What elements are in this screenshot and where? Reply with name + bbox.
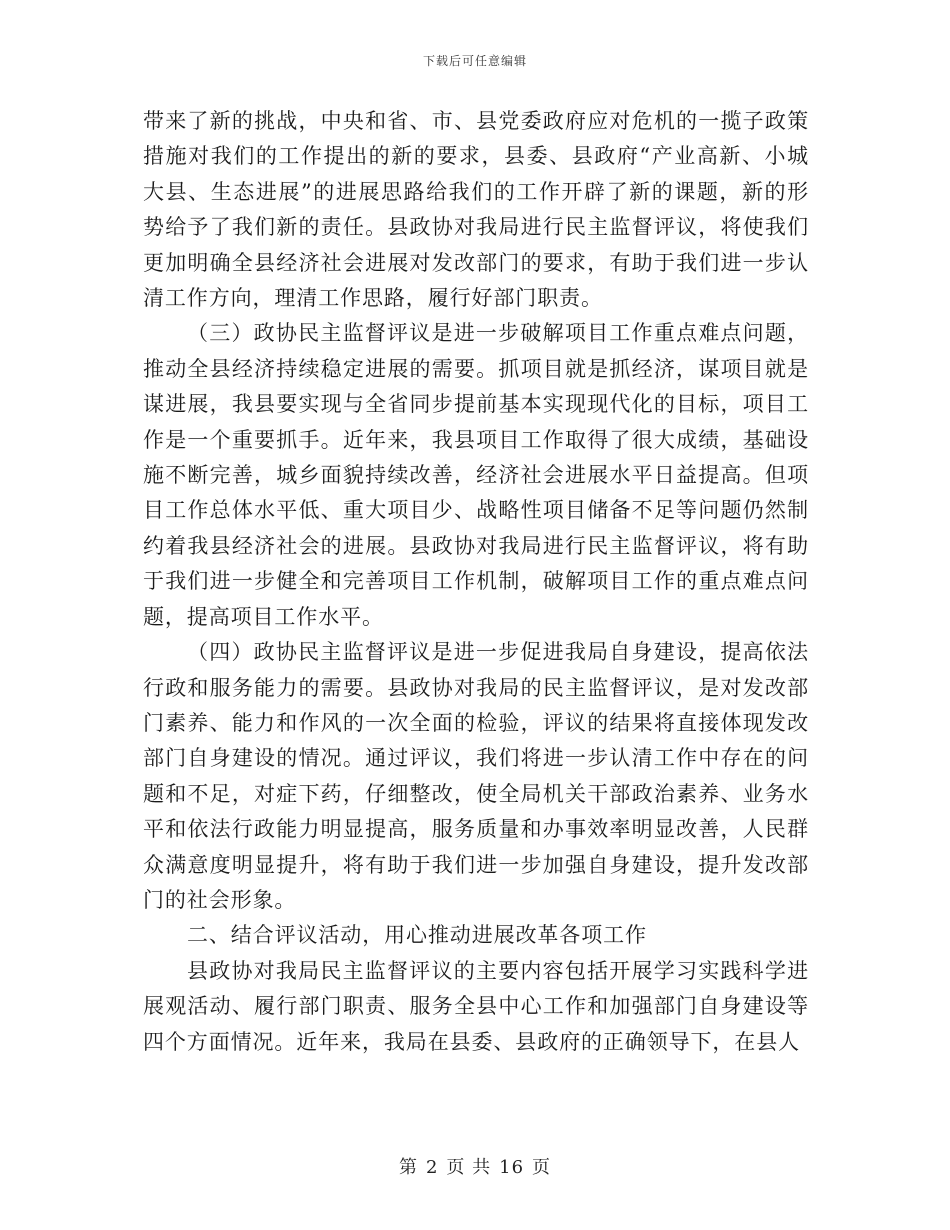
- paragraph-section-four: （四）政协民主监督评议是进一步促进我局自身建设，提高依法行政和服务能力的需要。县政协对我局的民主监督评议，是对发改部门素养、能力和作风的一次全面的检验，评议的结果将直接体现发改部门自身建设的情况。通过评议，我们将进一步认清工作中存在的问题和不足，对症下药，仔细整改，使全局机关干部政治素养、业务水平和依法行政能力明显提高，服务质量和办事效率明显改善，人民群众满意度明显提升，将有助于我们进一步加强自身建设，提升发改部门的社会形象。: [143, 640, 809, 912]
- footer-suffix: 页: [532, 1157, 552, 1178]
- paragraph-evaluation-content: 县政协对我局民主监督评议的主要内容包括开展学习实践科学进展观活动、履行部门职责、服务全县中心工作和加强部门自身建设等四个方面情况。近年来，我局在县委、县政府的正确领导下，在县人: [143, 958, 809, 1054]
- document-body: [143, 104, 809, 1060]
- page-number: 2: [425, 1157, 439, 1178]
- paragraph-section-three: （三）政协民主监督评议是进一步破解项目工作重点难点问题，推动全县经济持续稳定进展的需要。抓项目就是抓经济，谋项目就是谋进展，我县要实现与全省同步提前基本实现现代化的目标，项目工作是一个重要抓手。近年来，我县项目工作取得了很大成绩，基础设施不断完善，城乡面貌持续改善，经济社会进展水平日益提高。但项目工作总体水平低、重大项目少、战略性项目储备不足等问题仍然制约着我县经济社会的进展。县政协对我局进行民主监督评议，将有助于我们进一步健全和完善项目工作机制，破解项目工作的重点难点问题，提高项目工作水平。: [143, 321, 809, 629]
- footer-prefix: 第: [398, 1157, 418, 1178]
- header-note: 下载后可任意编辑: [422, 54, 527, 68]
- section-heading-two: 二、结合评议活动，用心推动进展改革各项工作: [187, 923, 647, 948]
- footer-middle: 页 共: [446, 1157, 492, 1178]
- paragraph-continuation: 带来了新的挑战，中央和省、市、县党委政府应对危机的一揽子政策措施对我们的工作提出的新的要求，县委、县政府“产业高新、小城大县、生态进展”的进展思路给我们的工作开辟了新的课题，新的形势给予了我们新的责任。县政协对我局进行民主监督评议，将使我们更加明确全县经济社会进展对发改部门的要求，有助于我们进一步认清工作方向，理清工作思路，履行好部门职责。: [143, 109, 809, 311]
- total-pages: 16: [499, 1157, 525, 1178]
- page-footer: [0, 1153, 950, 1179]
